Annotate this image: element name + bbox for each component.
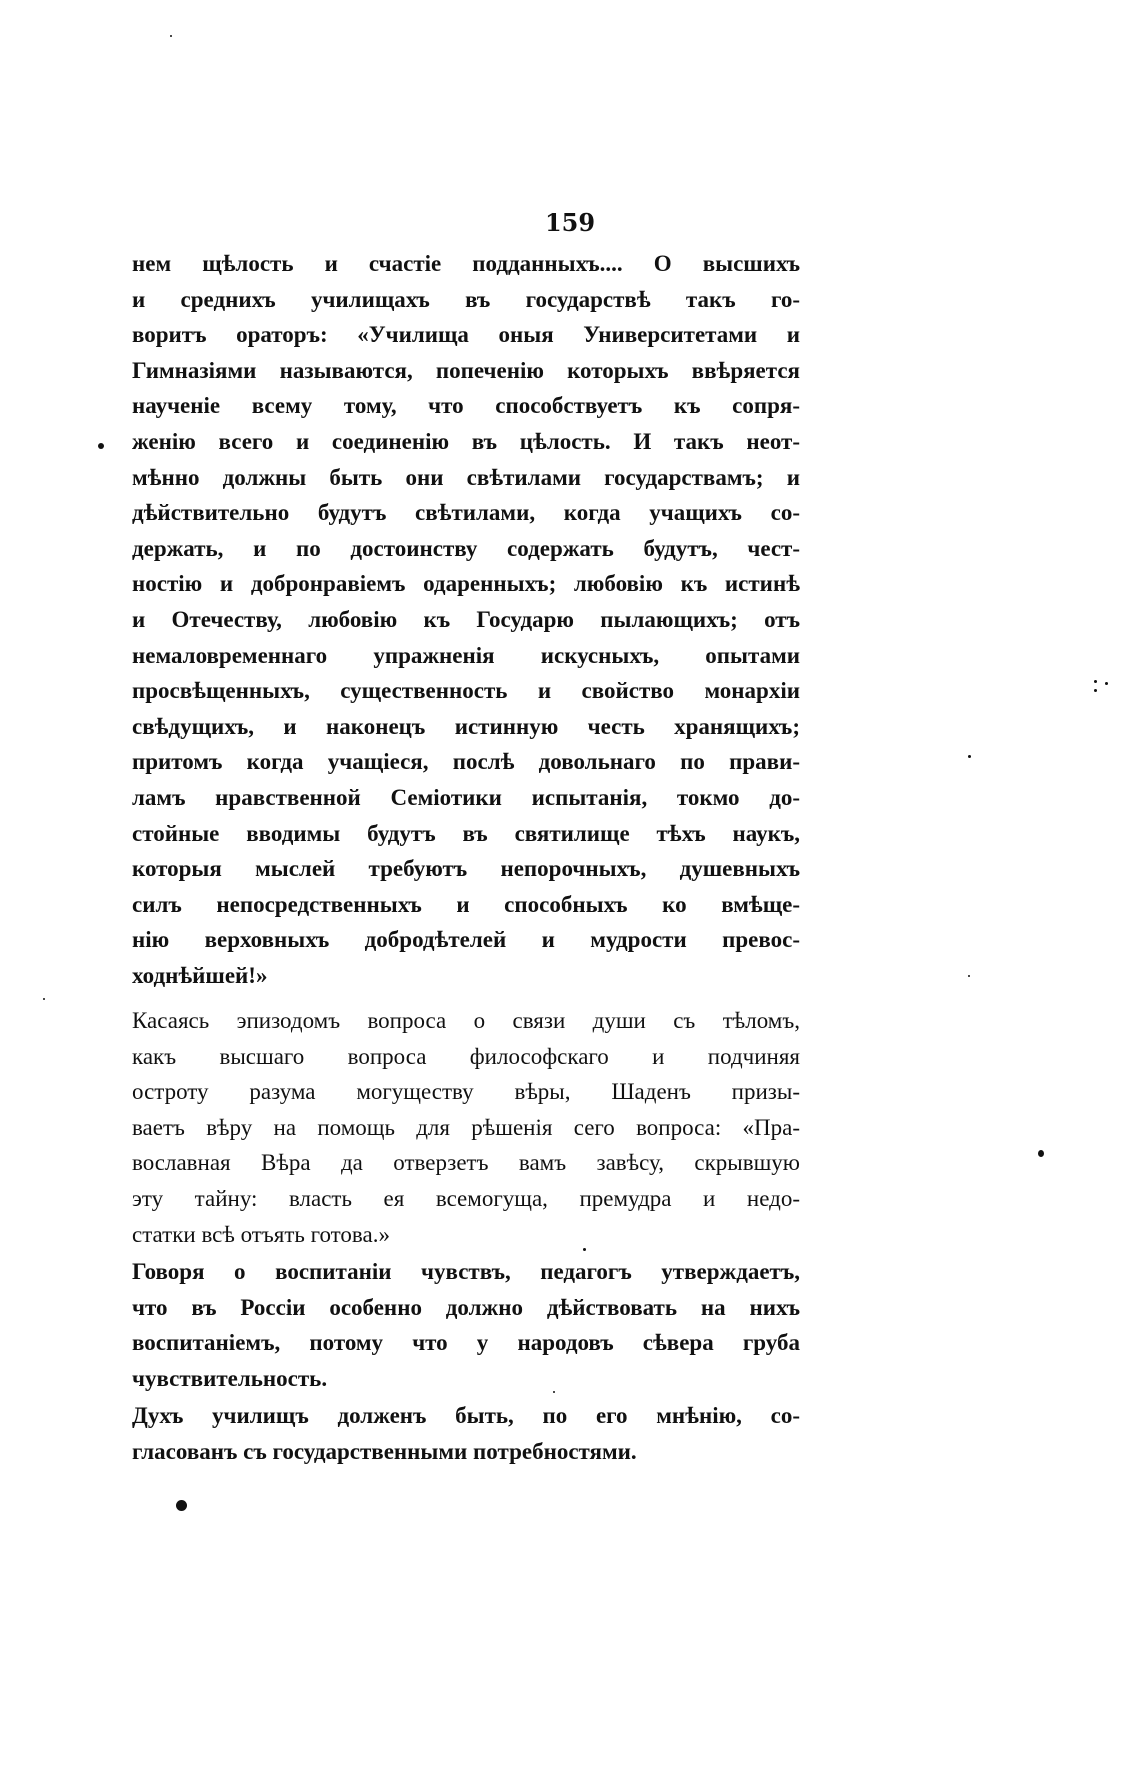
- text-line: немаловременнаго упражненія искусныхъ, опытами: [132, 642, 800, 668]
- scan-speck: [1105, 682, 1108, 685]
- text-line: Говоря о воспитаніи чувствъ, педагогъ утверждаетъ,: [132, 1259, 800, 1284]
- scan-speck: [968, 755, 971, 758]
- text-line: какъ высшаго вопроса философскаго и подчиняя: [132, 1043, 800, 1069]
- scan-speck: [43, 998, 45, 1000]
- text-line: Касаясь эпизодомъ вопроса о связи души съ тѣломъ,: [132, 1008, 800, 1033]
- scan-speck: [1094, 689, 1097, 692]
- text-line: гласованъ съ государственными потребностями.: [132, 1438, 637, 1464]
- text-line: свѣдущихъ, и наконецъ истинную честь хранящихъ;: [132, 713, 800, 739]
- paragraph-soul-body: [132, 1003, 800, 1252]
- text-line: женію всего и соединенію въ цѣлость. И такъ неот-: [132, 428, 800, 454]
- text-line: держать, и по достоинству содержать будутъ, чест-: [132, 535, 800, 561]
- paragraph-spirit-schools: [132, 1398, 800, 1469]
- text-line: мѣнно должны быть они свѣтилами государствамъ; и: [132, 464, 800, 490]
- text-line: притомъ когда учащіеся, послѣ довольнаго по прави-: [132, 749, 800, 775]
- text-line: что въ Россіи особенно должно дѣйствовать на нихъ: [132, 1294, 800, 1320]
- text-line: статки всѣ отъять готова.»: [132, 1221, 390, 1247]
- text-line: просвѣщенныхъ, существенность и свойство монархіи: [132, 678, 800, 704]
- text-line: Гимназіями называются, попеченію которыхъ ввѣряется: [132, 357, 800, 383]
- paragraph-quote-schools: [132, 246, 800, 993]
- text-line: ностію и добронравіемъ одаренныхъ; любовію къ истинѣ: [132, 571, 800, 597]
- text-line: дѣйствительно будутъ свѣтилами, когда учащихъ со-: [132, 500, 800, 526]
- text-line: которыя мыслей требуютъ непорочныхъ, душевныхъ: [132, 856, 800, 882]
- scan-speck: [553, 1391, 555, 1393]
- text-line: эту тайну: власть ея всемогуща, премудра и недо-: [132, 1185, 800, 1211]
- scan-speck: [170, 35, 172, 37]
- text-line: Духъ училищъ долженъ быть, по его мнѣнію, со-: [132, 1403, 800, 1428]
- text-line: стойные вводимы будутъ въ святилище тѣхъ наукъ,: [132, 820, 800, 846]
- page-number: 159: [544, 208, 596, 237]
- text-line: воспитаніемъ, потому что у народовъ сѣвера груба: [132, 1330, 800, 1356]
- text-line: остроту разума могуществу вѣры, Шаденъ призы-: [132, 1079, 800, 1105]
- text-line: наученіе всему тому, что способствуетъ къ сопря-: [132, 393, 800, 419]
- text-line: нем щѣлость и счастіе подданныхъ.... О высшихъ: [132, 251, 800, 276]
- scan-speck: [176, 1500, 187, 1511]
- scan-speck: [1094, 680, 1097, 683]
- text-line: и среднихъ училищахъ въ государствѣ такъ го-: [132, 286, 800, 312]
- text-line: ламъ нравственной Семіотики испытанія, токмо до-: [132, 784, 800, 810]
- scan-speck: [1038, 1150, 1044, 1157]
- paragraph-senses: [132, 1254, 800, 1396]
- text-line: ваетъ вѣру на помощь для рѣшенія сего вопроса: «Пра-: [132, 1114, 800, 1140]
- text-line: нію верховныхъ добродѣтелей и мудрости превос-: [132, 927, 800, 953]
- text-line: вославная Вѣра да отверзетъ вамъ завѣсу, скрывшую: [132, 1150, 800, 1176]
- scan-speck: [968, 975, 970, 977]
- text-line: и Отечеству, любовію къ Государю пылающихъ; отъ: [132, 606, 800, 632]
- text-line: силъ непосредственныхъ и способныхъ ко вмѣще-: [132, 891, 800, 917]
- scan-speck: [583, 1248, 586, 1251]
- text-line: воритъ ораторъ: «Училища оныя Университетами и: [132, 322, 800, 348]
- text-line: ходнѣйшей!»: [132, 962, 268, 988]
- scan-speck: [98, 443, 104, 449]
- text-line: чувствительность.: [132, 1365, 328, 1391]
